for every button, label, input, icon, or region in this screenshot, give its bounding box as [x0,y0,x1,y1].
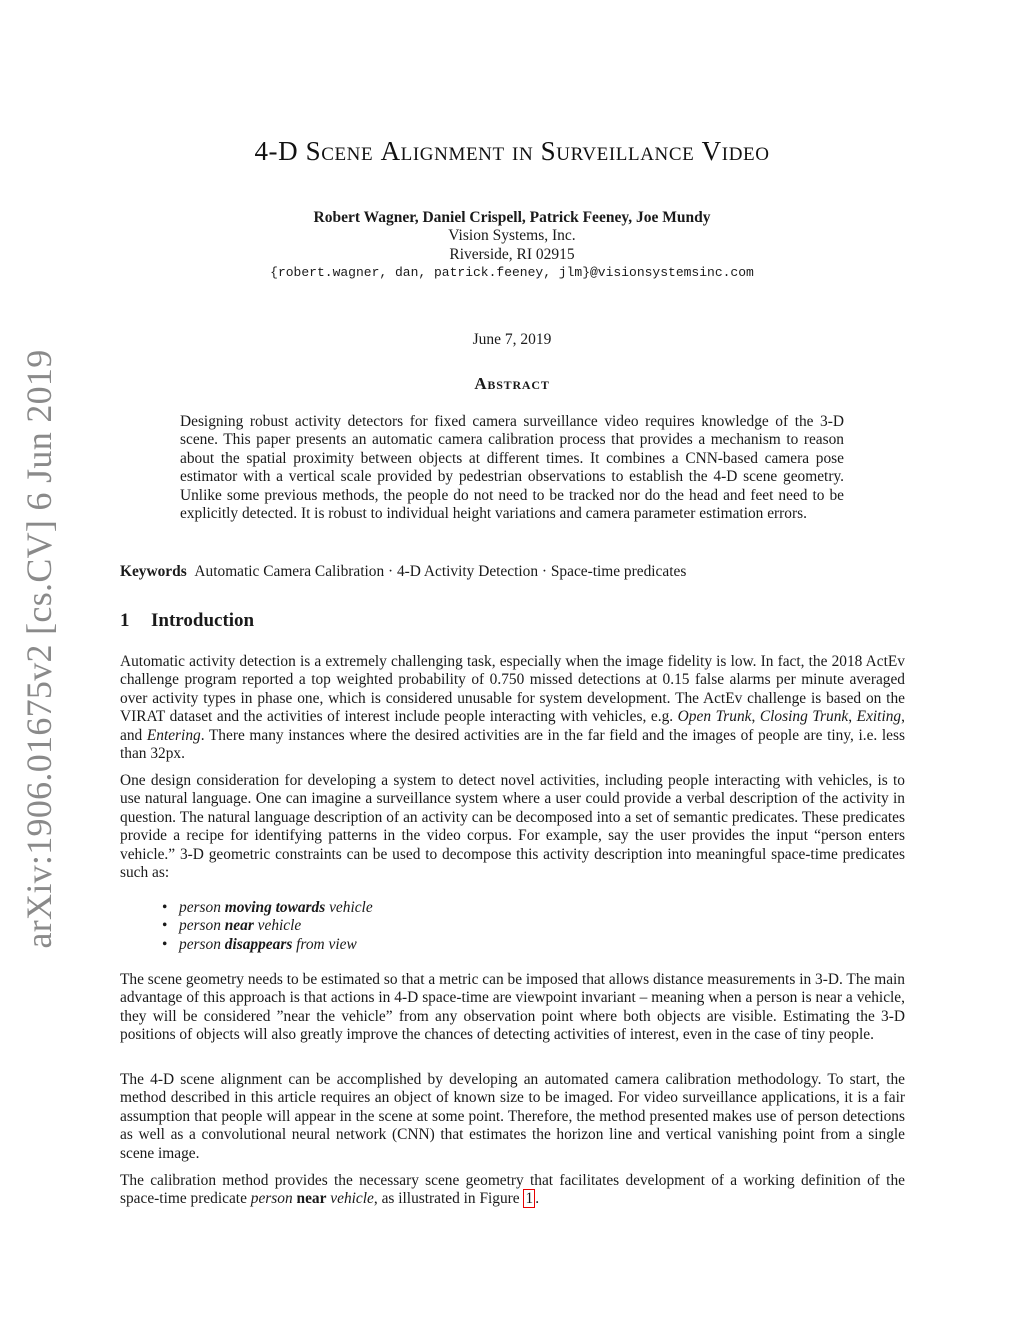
abstract-heading: Abstract [474,374,550,393]
keywords [120,563,910,581]
publication-date: June 7, 2019 [472,331,552,348]
predicate-list [162,899,373,954]
list-item: • person disappears from view [162,935,357,953]
arxiv-identifier: arXiv:1906.01675v2 [cs.CV] 6 Jun 2019 [19,349,59,949]
paragraph: The calibration method provides the necessary scene geometry that facilitates development of a working definition of the space-time predicate person near vehicle, as illustrated in Figure 1 . [120,1172,905,1208]
paragraph: The 4-D scene alignment can be accomplished by developing an automated camera calibration methodology. To start, the method described in this article requires an object of known size to be imaged. For video surveillance applications, it is a fair assumption that people will appear in the scene at some point. Therefore, the method presented makes use of person detections as well as a convolutional neural network (CNN) that estimates the horizon line and vertical vanishing point from a single scene image. [120,1071,905,1162]
list-item: • person near vehicle [162,917,302,935]
address: Riverside, RI 02915 [449,245,575,263]
keywords-label: Keywords [120,563,187,580]
author-emails: {robert.wagner, dan, patrick.feeney, jlm}@visionsystemsinc.com [270,264,754,280]
paragraph: Automatic activity detection is a extremely challenging task, especially when the image fidelity is low. In fact, the 2018 ActEv challenge program reported a top weighted probability of 0.750 missed detections at 0.15 false alarms per minute averaged over activity types in phase one, which is considered unusable for system development. The ActEv challenge is based on the VIRAT dataset and the activities of interest include people interacting with vehicles, e.g. Open Trunk, Closing Trunk, Exiting, and Entering. There many instances where the desired activities are in the far field and the images of people are tiny, i.e. less than 32px. [120,653,905,763]
keywords-list: Automatic Camera Calibration · 4-D Activity Detection · Space-time predicates [194,563,687,580]
figure-reference-link[interactable]: 1 [525,1190,534,1208]
paragraph: One design consideration for developing a system to detect novel activities, including people interacting with vehicles, is to use natural language. One can imagine a surveillance system where a user could provide a verbal description of the activity in question. The natural language description of an activity can be decomposed into a set of semantic predicates. These predicates provide a recipe for identifying patterns in the video corpus. For example, say the user provides the input “person enters vehicle.” 3-D geometric constraints can be used to decompose this activity description into meaningful space-time predicates such as: [120,772,905,882]
author-names: Robert Wagner, Daniel Crispell, Patrick Feeney, Joe Mundy [313,209,711,226]
affiliation: Vision Systems, Inc. [448,227,576,245]
paragraph: The scene geometry needs to be estimated so that a metric can be imposed that allows distance measurements in 3-D. The main advantage of this approach is that actions in 4-D space-time are viewpoint invariant – meaning when a person is near a vehicle, they will be considered ”near the vehicle” from any observation point where both objects are visible. Estimating the 3-D positions of objects will also greatly improve the chances of detecting activities of interest, even in the case of tiny people. [120,971,905,1044]
abstract-text: Designing robust activity detectors for fixed camera surveillance video requires knowledge of the 3-D scene. This paper presents an automatic camera calibration process that provides a mechanism to reason about the spatial proximity between objects at different times. It combines a CNN-based camera pose estimator with a vertical scale provided by pedestrian observations to establish the 4-D scene geometry. Unlike some previous methods, the people do not need to be tracked nor do the head and feet need to be explicitly detected. It is robust to individual height variations and camera parameter estimation errors. [180,413,844,523]
list-item: • person moving towards vehicle [162,899,373,916]
author-block [0,209,1024,282]
paper-title: 4-D Scene Alignment in Surveillance Video [254,136,770,166]
section-heading: 1 Introduction [120,610,255,631]
